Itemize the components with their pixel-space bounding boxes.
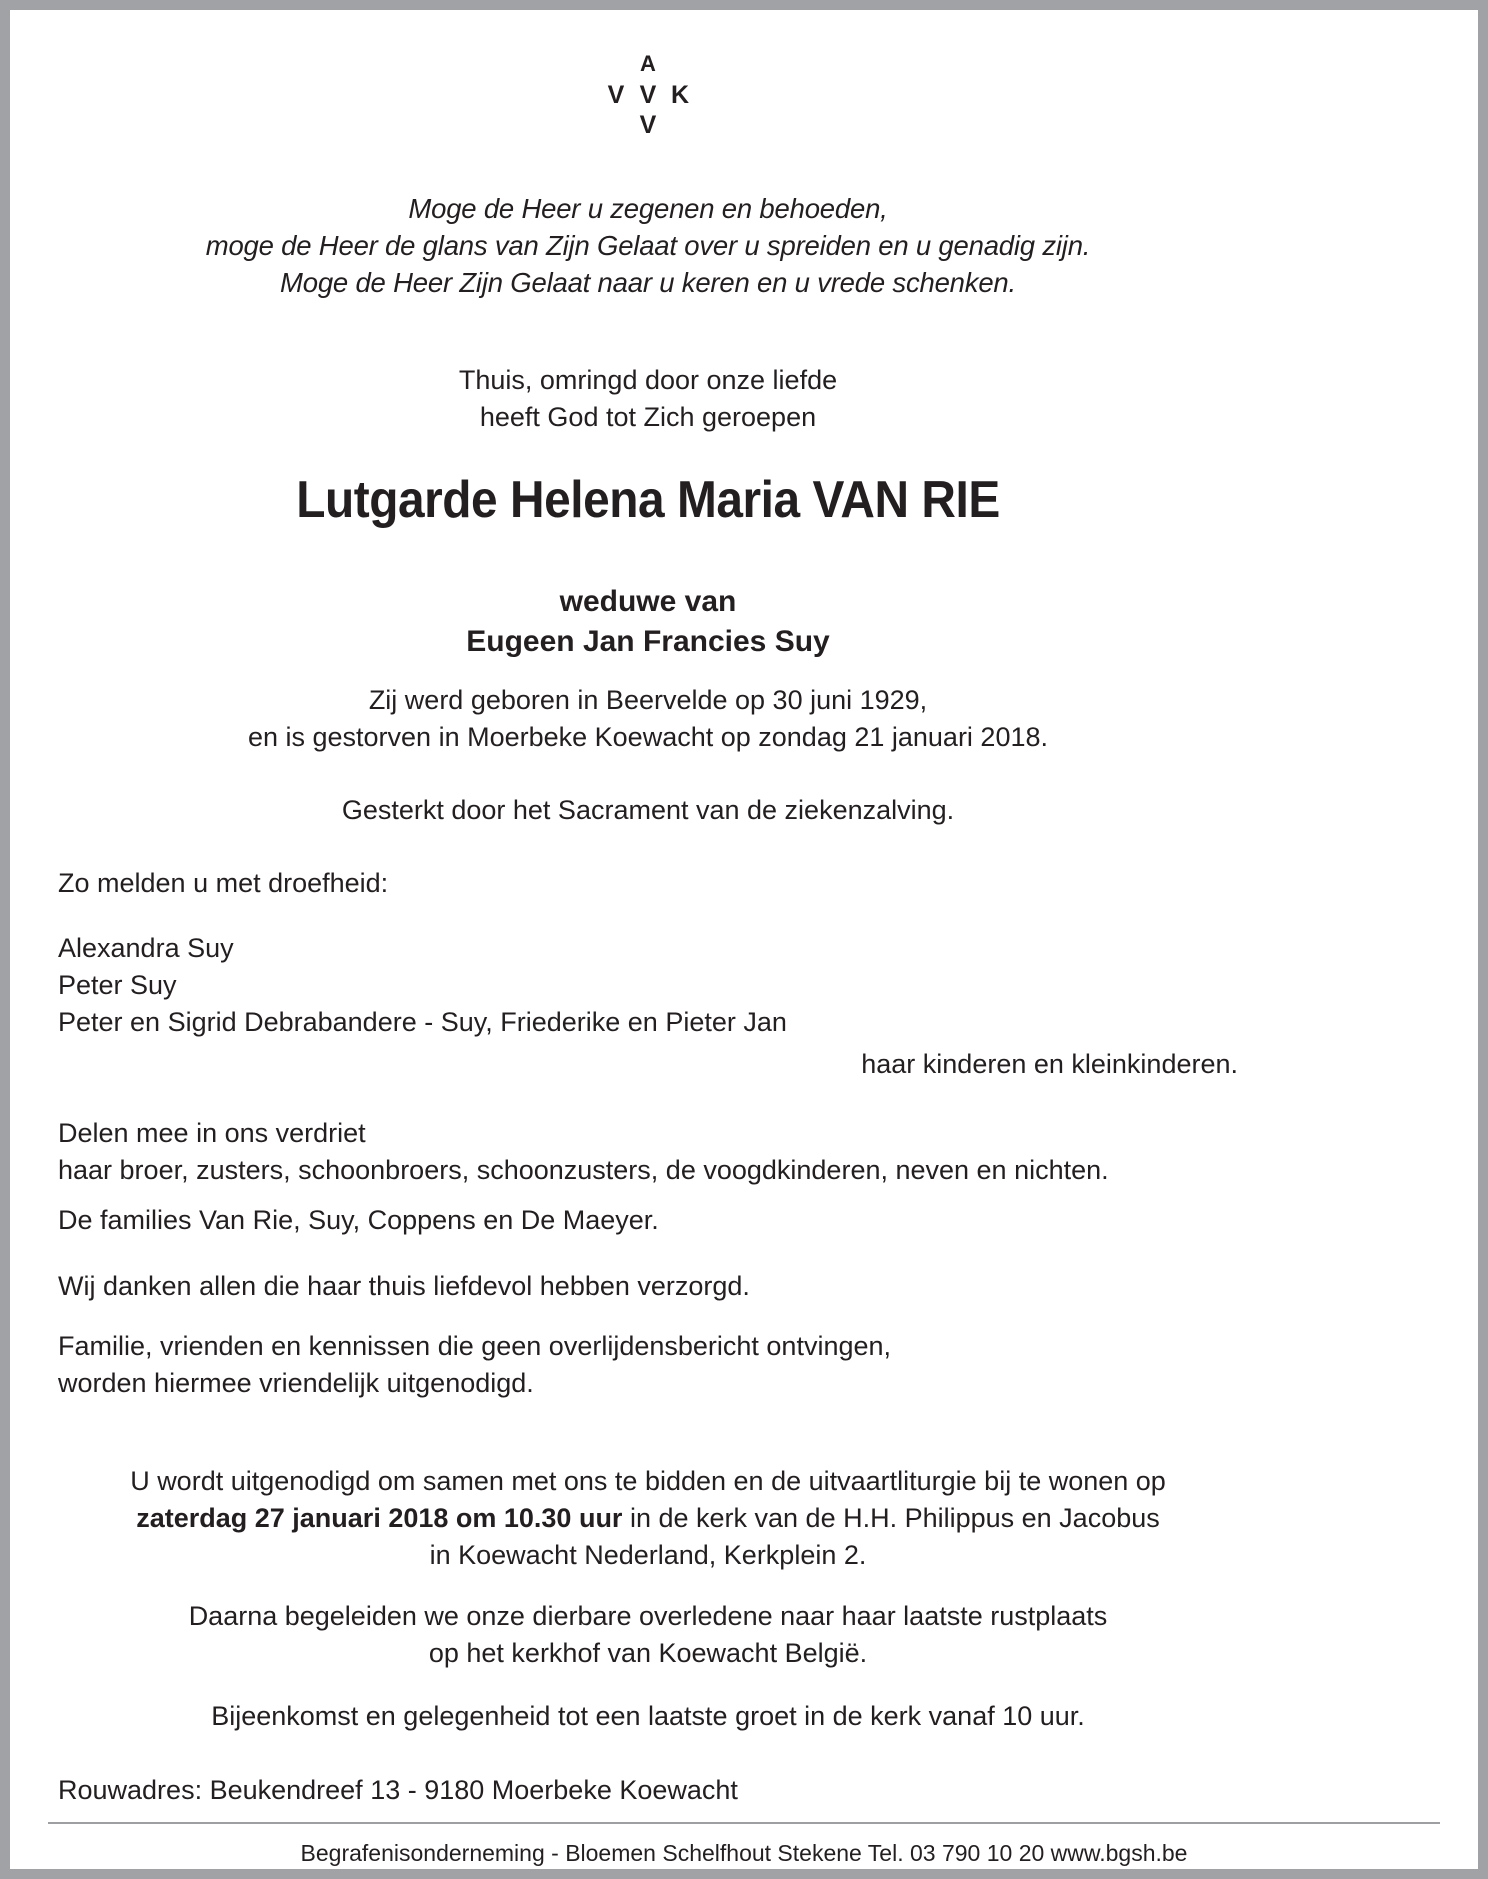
widow-block (58, 582, 1238, 662)
liturgy-details (58, 1463, 1238, 1574)
announcement-intro: Zo melden u met droefheid: (58, 868, 389, 898)
life-dates (58, 682, 1238, 756)
liturgy-church-phrase: in de kerk van de H.H. Philippus en Jacobus (622, 1503, 1160, 1533)
burial-line-1: Daarna begeleiden we onze dierbare overledene naar haar laatste rustplaats (188, 1601, 1108, 1631)
blessing-line-3: Moge de Heer Zijn Gelaat naar u keren en u vrede schenken. (280, 267, 1016, 298)
logo-letter-center: V (639, 81, 657, 109)
grief-line-2: haar broer, zusters, schoonbroers, schoonzusters, de voogdkinderen, neven en nichten. (58, 1155, 1109, 1185)
liturgy-line-1: U wordt uitgenodigd om samen met ons te bidden en de uitvaartliturgie bij te wonen op (130, 1466, 1166, 1496)
blessing-line-2: moge de Heer de glans van Zijn Gelaat over u spreiden en u genadig zijn. (205, 230, 1091, 261)
list-item: Peter Suy (58, 970, 177, 1000)
open-invitation (58, 1328, 1238, 1402)
memorial-card-page (10, 10, 1478, 1869)
spouse-name: Eugeen Jan Francies Suy (466, 625, 830, 658)
called-home-text (58, 362, 1238, 436)
birth-line: Zij werd geboren in Beervelde op 30 juni 1929, (368, 685, 928, 715)
called-home-line-2: heeft God tot Zich geroepen (479, 402, 817, 432)
list-item: Alexandra Suy (58, 933, 234, 963)
called-home-line-1: Thuis, omringd door onze liefde (458, 365, 838, 395)
open-invitation-line-1: Familie, vrienden en kennissen die geen overlijdensbericht ontvingen, (58, 1331, 892, 1361)
thanks-line: Wij danken allen die haar thuis liefdevol hebben verzorgd. (58, 1271, 750, 1301)
logo-letter-left: V (607, 81, 625, 109)
widow-label: weduwe van (559, 585, 737, 618)
liturgy-datetime: zaterdag 27 januari 2018 om 10.30 uur (136, 1503, 623, 1533)
logo-block (58, 50, 1238, 150)
blessing-text (58, 190, 1238, 301)
avvk-cross-logo (588, 50, 708, 145)
list-item: Peter en Sigrid Debrabandere - Suy, Friederike en Pieter Jan (58, 1007, 787, 1037)
gathering-line: Bijeenkomst en gelegenheid tot een laatste groet in de kerk vanaf 10 uur. (211, 1701, 1085, 1731)
grief-block (58, 1115, 1238, 1189)
sacrament-line: Gesterkt door het Sacrament van de ziekenzalving. (341, 795, 955, 825)
liturgy-line-3: in Koewacht Nederland, Kerkplein 2. (429, 1540, 867, 1570)
children-caption: haar kinderen en kleinkinderen. (861, 1049, 1238, 1079)
footer-text: Begrafenisonderneming - Bloemen Schelfhout Stekene Tel. 03 790 10 20 www.bgsh.be (300, 1840, 1188, 1866)
children-list (58, 930, 1238, 1041)
logo-letter-right: K (670, 81, 690, 109)
blessing-line-1: Moge de Heer u zegenen en behoeden, (408, 193, 888, 224)
mourning-address: Rouwadres: Beukendreef 13 - 9180 Moerbeke Koewacht (58, 1775, 738, 1805)
card-content (58, 10, 1238, 1869)
open-invitation-line-2: worden hiermee vriendelijk uitgenodigd. (58, 1368, 534, 1398)
deceased-name: Lutgarde Helena Maria VAN RIE (296, 471, 1000, 529)
logo-letter-top: A (640, 51, 656, 76)
burial-details (58, 1598, 1238, 1672)
death-line: en is gestorven in Moerbeke Koewacht op zondag 21 januari 2018. (247, 722, 1049, 752)
burial-line-2: op het kerkhof van Koewacht België. (428, 1638, 868, 1668)
families-line: De families Van Rie, Suy, Coppens en De Maeyer. (58, 1205, 659, 1235)
grief-line-1: Delen mee in ons verdriet (58, 1118, 366, 1148)
liturgy-line-2 (58, 1500, 1238, 1537)
footer-divider (48, 1822, 1440, 1824)
logo-letter-bottom: V (639, 111, 657, 139)
